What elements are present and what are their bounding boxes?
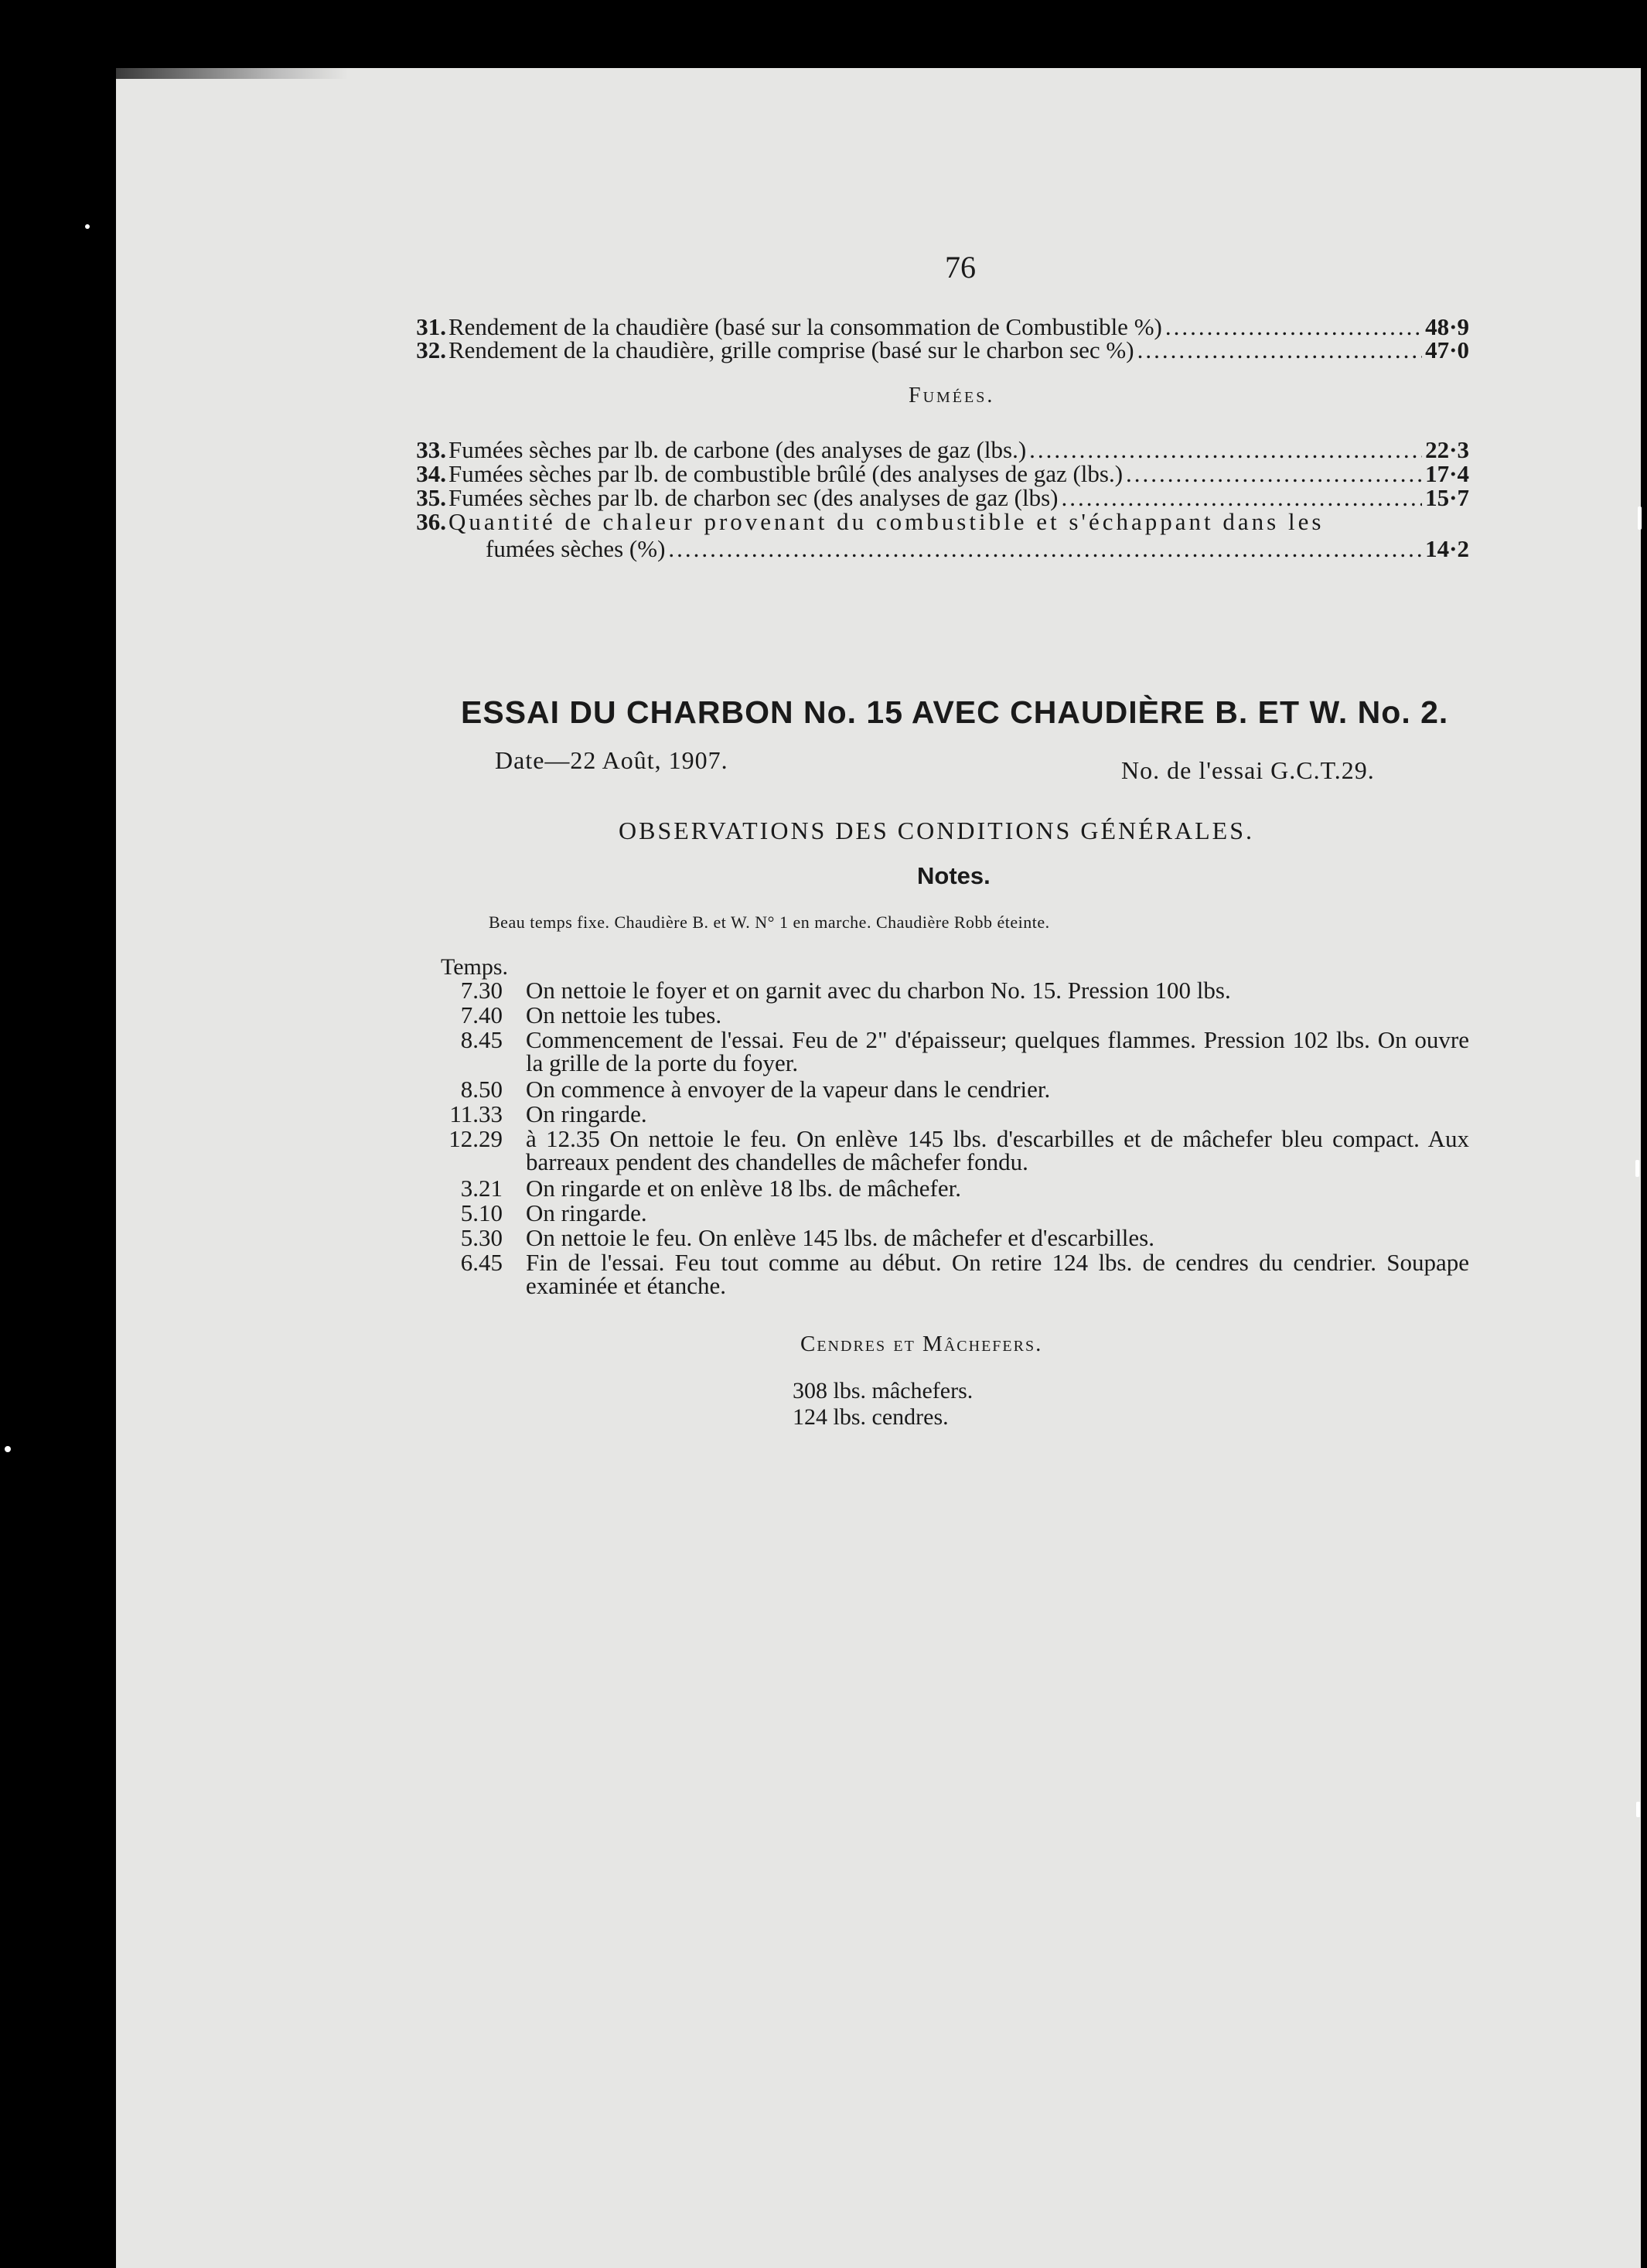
fumees-row-continuation <box>486 537 1469 561</box>
log-entry <box>433 1100 1469 1127</box>
leader-dots <box>1165 315 1422 339</box>
page-edge-shadow <box>116 68 348 79</box>
leader-dots <box>1126 462 1422 486</box>
ash-line: 124 lbs. cendres. <box>793 1404 949 1430</box>
log-text: On nettoie le foyer et on garnit avec du charbon No. 15. Pression 100 lbs. <box>526 977 1231 1004</box>
log-entry <box>433 1251 1469 1301</box>
log-entry <box>433 1001 1469 1028</box>
efficiency-row <box>416 313 1469 340</box>
temps-label: Temps. <box>441 954 509 980</box>
leader-dots <box>1029 438 1422 462</box>
log-text: à 12.35 On nettoie le feu. On enlève 145 lbs. d'escarbilles et de mâchefer bleu compact. Aux barreaux pendent des chandelles de mâchefer fondu. <box>526 1125 1469 1175</box>
item-label: Quantité de chaleur provenant du combustible et s'échappant dans les <box>448 508 1325 535</box>
item-number: 35. <box>416 484 446 511</box>
item-number: 32. <box>416 336 446 363</box>
log-time: 5.30 <box>460 1224 503 1251</box>
scan-speck <box>1638 506 1642 530</box>
item-label-continuation: fumées sèches (%) <box>486 535 666 562</box>
scan-speck <box>1635 1160 1639 1177</box>
leader-dots <box>1062 486 1423 510</box>
test-number: No. de l'essai G.C.T.29. <box>1121 756 1375 784</box>
log-entry <box>433 1199 1469 1226</box>
fumees-row <box>416 460 1469 487</box>
log-time: 11.33 <box>449 1100 503 1127</box>
fumees-row <box>416 484 1469 511</box>
ash-heading: Cendres et Mâchefers. <box>800 1332 1043 1356</box>
log-time: 12.29 <box>448 1125 503 1152</box>
log-time: 3.21 <box>460 1175 503 1202</box>
log-entry <box>433 1078 1469 1101</box>
item-value: 22·3 <box>1425 436 1469 463</box>
item-value: 14·2 <box>1425 535 1469 562</box>
fumees-row <box>416 508 1469 535</box>
leader-dots <box>1137 338 1423 362</box>
scan-speck <box>5 1446 11 1452</box>
scan-speck <box>85 224 90 229</box>
item-number: 33. <box>416 436 446 463</box>
item-label: Fumées sèches par lb. de combustible brûlé (des analyses de gaz (lbs.) <box>448 460 1124 487</box>
test-date: Date—22 Août, 1907. <box>495 746 728 774</box>
item-value: 47·0 <box>1425 336 1469 363</box>
item-value: 48·9 <box>1425 313 1469 340</box>
ash-line: 308 lbs. mâchefers. <box>793 1378 974 1403</box>
log-text: Fin de l'essai. Feu tout comme au début. On retire 124 lbs. de cendres du cendrier. Soupape examinée et étanche. <box>526 1249 1469 1299</box>
notes-heading: Notes. <box>917 862 991 889</box>
item-value: 17·4 <box>1425 460 1469 487</box>
log-time: 5.10 <box>460 1199 503 1226</box>
log-entry <box>433 979 1469 1002</box>
log-entry <box>433 1127 1469 1177</box>
log-text: On nettoie les tubes. <box>526 1001 722 1028</box>
log-time: 6.45 <box>460 1249 503 1276</box>
item-label: Fumées sèches par lb. de carbone (des analyses de gaz (lbs.) <box>448 436 1027 463</box>
log-text: On ringarde et on enlève 18 lbs. de mâchefer. <box>526 1175 961 1202</box>
weather-note: Beau temps fixe. Chaudière B. et W. N° 1 en marche. Chaudière Robb éteinte. <box>489 912 1050 932</box>
item-value: 15·7 <box>1425 484 1469 511</box>
log-text: On ringarde. <box>526 1199 647 1226</box>
log-time: 8.50 <box>460 1076 503 1103</box>
log-time: 8.45 <box>460 1026 503 1053</box>
log-time: 7.30 <box>460 977 503 1004</box>
leader-dots <box>668 537 1422 561</box>
fumees-heading: Fumées. <box>909 384 995 408</box>
fumees-row <box>416 436 1469 463</box>
log-text: On commence à envoyer de la vapeur dans le cendrier. <box>526 1076 1051 1103</box>
item-label: Fumées sèches par lb. de charbon sec (des analyses de gaz (lbs) <box>448 484 1059 511</box>
log-entry <box>433 1028 1469 1078</box>
observations-heading: OBSERVATIONS DES CONDITIONS GÉNÉRALES. <box>619 817 1254 844</box>
item-number: 36. <box>416 508 446 535</box>
item-label: Rendement de la chaudière (basé sur la consommation de Combustible %) <box>448 313 1162 340</box>
test-title: ESSAI DU CHARBON No. 15 AVEC CHAUDIÈRE B. ET W. No. 2. <box>461 694 1449 730</box>
log-entry <box>433 1226 1469 1250</box>
item-number: 34. <box>416 460 446 487</box>
scan-speck <box>1636 1802 1640 1817</box>
log-text: On nettoie le feu. On enlève 145 lbs. de mâchefer et d'escarbilles. <box>526 1224 1154 1251</box>
log-text: Commencement de l'essai. Feu de 2" d'épaisseur; quelques flammes. Pression 102 lbs. On ouvre la grille de la porte du foyer. <box>526 1026 1469 1076</box>
page-number: 76 <box>945 250 976 285</box>
log-text: On ringarde. <box>526 1100 647 1127</box>
item-number: 31. <box>416 313 446 340</box>
log-entry <box>433 1177 1469 1200</box>
log-time: 7.40 <box>460 1001 503 1028</box>
item-label: Rendement de la chaudière, grille comprise (basé sur le charbon sec %) <box>448 336 1134 363</box>
efficiency-row <box>416 336 1469 363</box>
